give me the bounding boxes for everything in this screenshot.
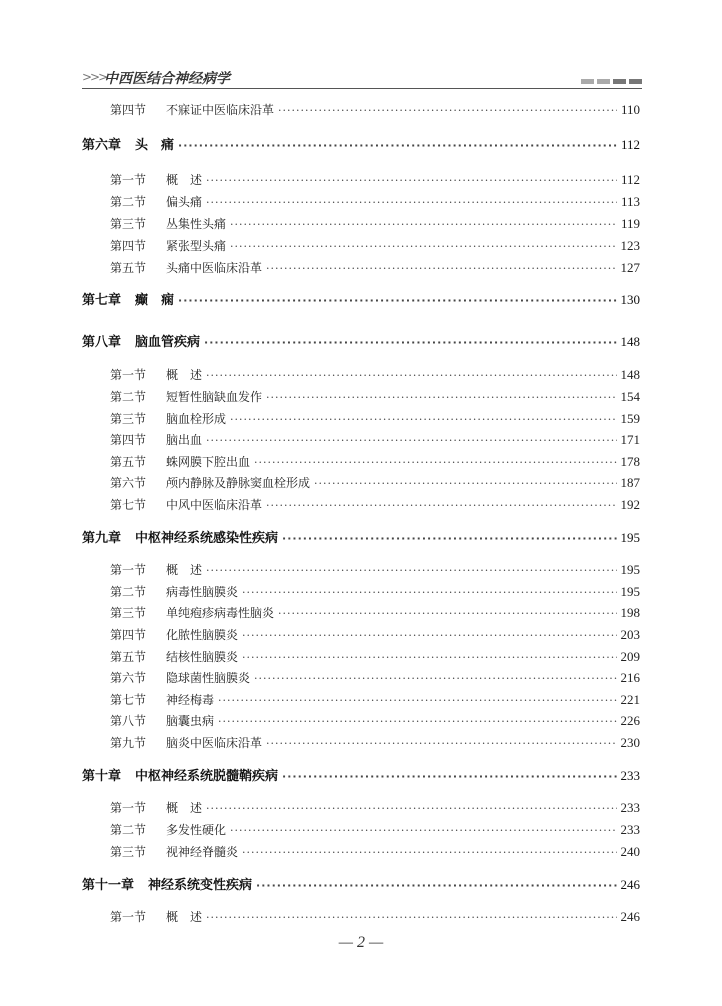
toc-entry-page: 246 [620, 909, 640, 924]
toc-entry-page: 112 [620, 172, 640, 187]
toc-leader-dots [206, 196, 617, 209]
toc-section-entry [82, 215, 640, 232]
toc-leader-dots [254, 456, 616, 469]
toc-entry-title: 中枢神经系统脱髓鞘疾病 [135, 769, 279, 784]
toc-chapter-entry [82, 134, 640, 153]
toc-entry-title: 脑出血 [166, 433, 203, 447]
toc-entry-title: 概 述 [166, 563, 203, 577]
toc-entry-number: 第三节 [110, 217, 147, 231]
toc-entry-number: 第二节 [110, 195, 147, 209]
toc-section-entry [82, 171, 640, 188]
toc-leader-dots [178, 139, 617, 152]
toc-entry-number: 第七节 [110, 498, 147, 512]
toc-entry-title: 单纯疱疹病毒性脑炎 [166, 606, 275, 620]
toc-section-entry [82, 604, 640, 621]
toc-entry-number: 第四节 [110, 433, 147, 447]
toc-entry-page: 246 [620, 877, 640, 892]
toc-entry-page: 226 [620, 713, 640, 728]
toc-entry-page: 192 [620, 497, 640, 512]
toc-entry-page: 154 [620, 389, 640, 404]
toc-entry-page: 159 [620, 411, 640, 426]
toc-entry-number: 第一节 [110, 368, 147, 382]
toc-entry-number: 第一节 [110, 910, 147, 924]
toc-entry-title: 化脓性脑膜炎 [166, 628, 239, 642]
toc-entry-number: 第二节 [110, 390, 147, 404]
toc-chapter-entry [82, 331, 640, 350]
toc-leader-dots [282, 532, 616, 545]
toc-entry-page: 233 [620, 800, 640, 815]
toc-entry-page: 171 [620, 432, 640, 447]
toc-entry-number: 第二节 [110, 585, 147, 599]
toc-entry-title: 短暂性脑缺血发作 [166, 390, 263, 404]
toc-entry-number: 第五节 [110, 650, 147, 664]
toc-entry-number: 第四节 [110, 103, 147, 117]
toc-chapter-entry [82, 874, 640, 893]
toc-entry-number: 第六节 [110, 476, 147, 490]
toc-entry-page: 127 [620, 260, 640, 275]
toc-entry-title: 头 痛 [135, 138, 175, 153]
toc-chapter-entry [82, 289, 640, 308]
toc-entry-page: 233 [620, 768, 640, 783]
toc-entry-number: 第四节 [110, 239, 147, 253]
toc-leader-dots [206, 369, 616, 382]
toc-entry-page: 198 [620, 605, 640, 620]
toc-entry-title: 脑囊虫病 [166, 714, 215, 728]
header-decoration [581, 79, 642, 84]
toc-entry-title: 结核性脑膜炎 [166, 650, 239, 664]
toc-leader-dots [242, 586, 616, 599]
toc-entry-page: 178 [620, 454, 640, 469]
toc-leader-dots [204, 336, 616, 349]
toc-entry-page: 187 [620, 475, 640, 490]
toc-entry-number: 第三节 [110, 412, 147, 426]
toc-entry-page: 148 [620, 334, 640, 349]
toc-entry-title: 脑血栓形成 [166, 412, 227, 426]
toc-entry-number: 第二节 [110, 823, 147, 837]
toc-leader-dots [266, 737, 616, 750]
toc-section-entry [82, 908, 640, 925]
toc-leader-dots [230, 218, 617, 231]
toc-leader-dots [218, 694, 616, 707]
toc-entry-title: 视神经脊髓炎 [166, 845, 239, 859]
toc-section-entry [82, 626, 640, 643]
toc-entry-page: 113 [620, 194, 640, 209]
toc-entry-number: 第十一章 [82, 878, 135, 893]
toc-entry-title: 病毒性脑膜炎 [166, 585, 239, 599]
toc-entry-number: 第六章 [82, 138, 122, 153]
toc-entry-number: 第十章 [82, 769, 122, 784]
toc-entry-page: 123 [620, 238, 640, 253]
toc-entry-page: 148 [620, 367, 640, 382]
toc-entry-title: 蛛网膜下腔出血 [166, 455, 251, 469]
toc-section-entry [82, 583, 640, 600]
toc-section-entry [82, 799, 640, 816]
toc-entry-title: 中枢神经系统感染性疾病 [135, 531, 279, 546]
toc-entry-number: 第七章 [82, 293, 122, 308]
toc-section-entry [82, 193, 640, 210]
toc-leader-dots [230, 240, 616, 253]
toc-entry-title: 头痛中医临床沿革 [166, 261, 263, 275]
toc-entry-title: 神经系统变性疾病 [148, 878, 253, 893]
toc-leader-dots [278, 104, 617, 117]
toc-entry-title: 概 述 [166, 801, 203, 815]
toc-entry-number: 第七节 [110, 693, 147, 707]
toc-leader-dots [178, 294, 616, 307]
toc-entry-title: 概 述 [166, 368, 203, 382]
toc-entry-number: 第九节 [110, 736, 147, 750]
toc-section-entry [82, 843, 640, 860]
toc-entry-page: 240 [620, 844, 640, 859]
toc-leader-dots [282, 770, 616, 783]
toc-entry-title: 隐球菌性脑膜炎 [166, 671, 251, 685]
toc-section-entry [82, 474, 640, 491]
toc-entry-title: 中风中医临床沿革 [166, 498, 263, 512]
chevron-right-icon: >>> [82, 70, 107, 84]
toc-section-entry [82, 259, 640, 276]
toc-entry-page: 130 [620, 292, 640, 307]
toc-entry-page: 112 [620, 137, 640, 152]
toc-entry-title: 颅内静脉及静脉窦血栓形成 [166, 476, 311, 490]
toc-section-entry [82, 734, 640, 751]
toc-entry-page: 233 [620, 822, 640, 837]
toc-leader-dots [206, 802, 616, 815]
toc-entry-number: 第一节 [110, 563, 147, 577]
toc-section-entry [82, 712, 640, 729]
toc-entry-page: 230 [620, 735, 640, 750]
toc-entry-number: 第一节 [110, 173, 147, 187]
book-title: 中西医结合神经病学 [104, 71, 230, 87]
toc-entry-page: 195 [620, 584, 640, 599]
toc-leader-dots [266, 262, 616, 275]
toc-leader-dots [230, 413, 616, 426]
toc-entry-title: 脑血管疾病 [135, 335, 201, 350]
toc-entry-page: 119 [620, 216, 640, 231]
toc-entry-title: 癫 痫 [135, 293, 175, 308]
toc-section-entry [82, 669, 640, 686]
toc-section-entry [82, 648, 640, 665]
toc-leader-dots [242, 846, 616, 859]
toc-chapter-entry [82, 527, 640, 546]
toc-leader-dots [206, 434, 616, 447]
page-number: — 2 — [338, 934, 384, 951]
toc-entry-page: 221 [620, 692, 640, 707]
toc-section-entry [82, 388, 640, 405]
toc-entry-page: 195 [620, 530, 640, 545]
toc-section-entry [82, 366, 640, 383]
toc-entry-title: 丛集性头痛 [166, 217, 227, 231]
toc-section-entry [82, 410, 640, 427]
toc-entry-page: 203 [620, 627, 640, 642]
toc-entry-title: 神经梅毒 [166, 693, 215, 707]
toc-entry-title: 紧张型头痛 [166, 239, 227, 253]
toc-entry-number: 第九章 [82, 531, 122, 546]
toc-leader-dots [278, 607, 616, 620]
toc-entry-title: 多发性硬化 [166, 823, 227, 837]
toc-entry-number: 第三节 [110, 606, 147, 620]
toc-section-entry [82, 237, 640, 254]
toc-entry-number: 第一节 [110, 801, 147, 815]
toc-leader-dots [206, 564, 616, 577]
toc-entry-number: 第八节 [110, 714, 147, 728]
toc-leader-dots [218, 715, 616, 728]
toc-entry-title: 脑炎中医临床沿革 [166, 736, 263, 750]
toc-entry-number: 第四节 [110, 628, 147, 642]
toc-section-entry [82, 453, 640, 470]
toc-section-entry [82, 101, 640, 118]
toc-entry-page: 195 [620, 562, 640, 577]
toc-section-entry [82, 691, 640, 708]
toc-entry-title: 偏头痛 [166, 195, 203, 209]
toc-section-entry [82, 431, 640, 448]
toc-entry-number: 第五节 [110, 455, 147, 469]
toc-leader-dots [206, 911, 616, 924]
toc-entry-title: 不寐证中医临床沿革 [166, 103, 275, 117]
toc-section-entry [82, 561, 640, 578]
header-rule [82, 88, 642, 89]
toc-section-entry [82, 821, 640, 838]
toc-entry-number: 第五节 [110, 261, 147, 275]
toc-leader-dots [242, 651, 616, 664]
toc-entry-number: 第八章 [82, 335, 122, 350]
toc-leader-dots [242, 629, 616, 642]
toc-entry-number: 第六节 [110, 671, 147, 685]
toc-section-entry [82, 496, 640, 513]
toc-leader-dots [230, 824, 616, 837]
toc-leader-dots [314, 477, 616, 490]
toc-leader-dots [266, 391, 616, 404]
toc-entry-page: 209 [620, 649, 640, 664]
toc-leader-dots [256, 879, 616, 892]
toc-leader-dots [206, 174, 617, 187]
toc-entry-number: 第三节 [110, 845, 147, 859]
toc-entry-page: 110 [620, 102, 640, 117]
running-header [82, 68, 642, 90]
toc-leader-dots [254, 672, 616, 685]
toc-entry-title: 概 述 [166, 910, 203, 924]
toc-entry-page: 216 [620, 670, 640, 685]
toc-entry-title: 概 述 [166, 173, 203, 187]
toc-chapter-entry [82, 765, 640, 784]
toc-leader-dots [266, 499, 616, 512]
